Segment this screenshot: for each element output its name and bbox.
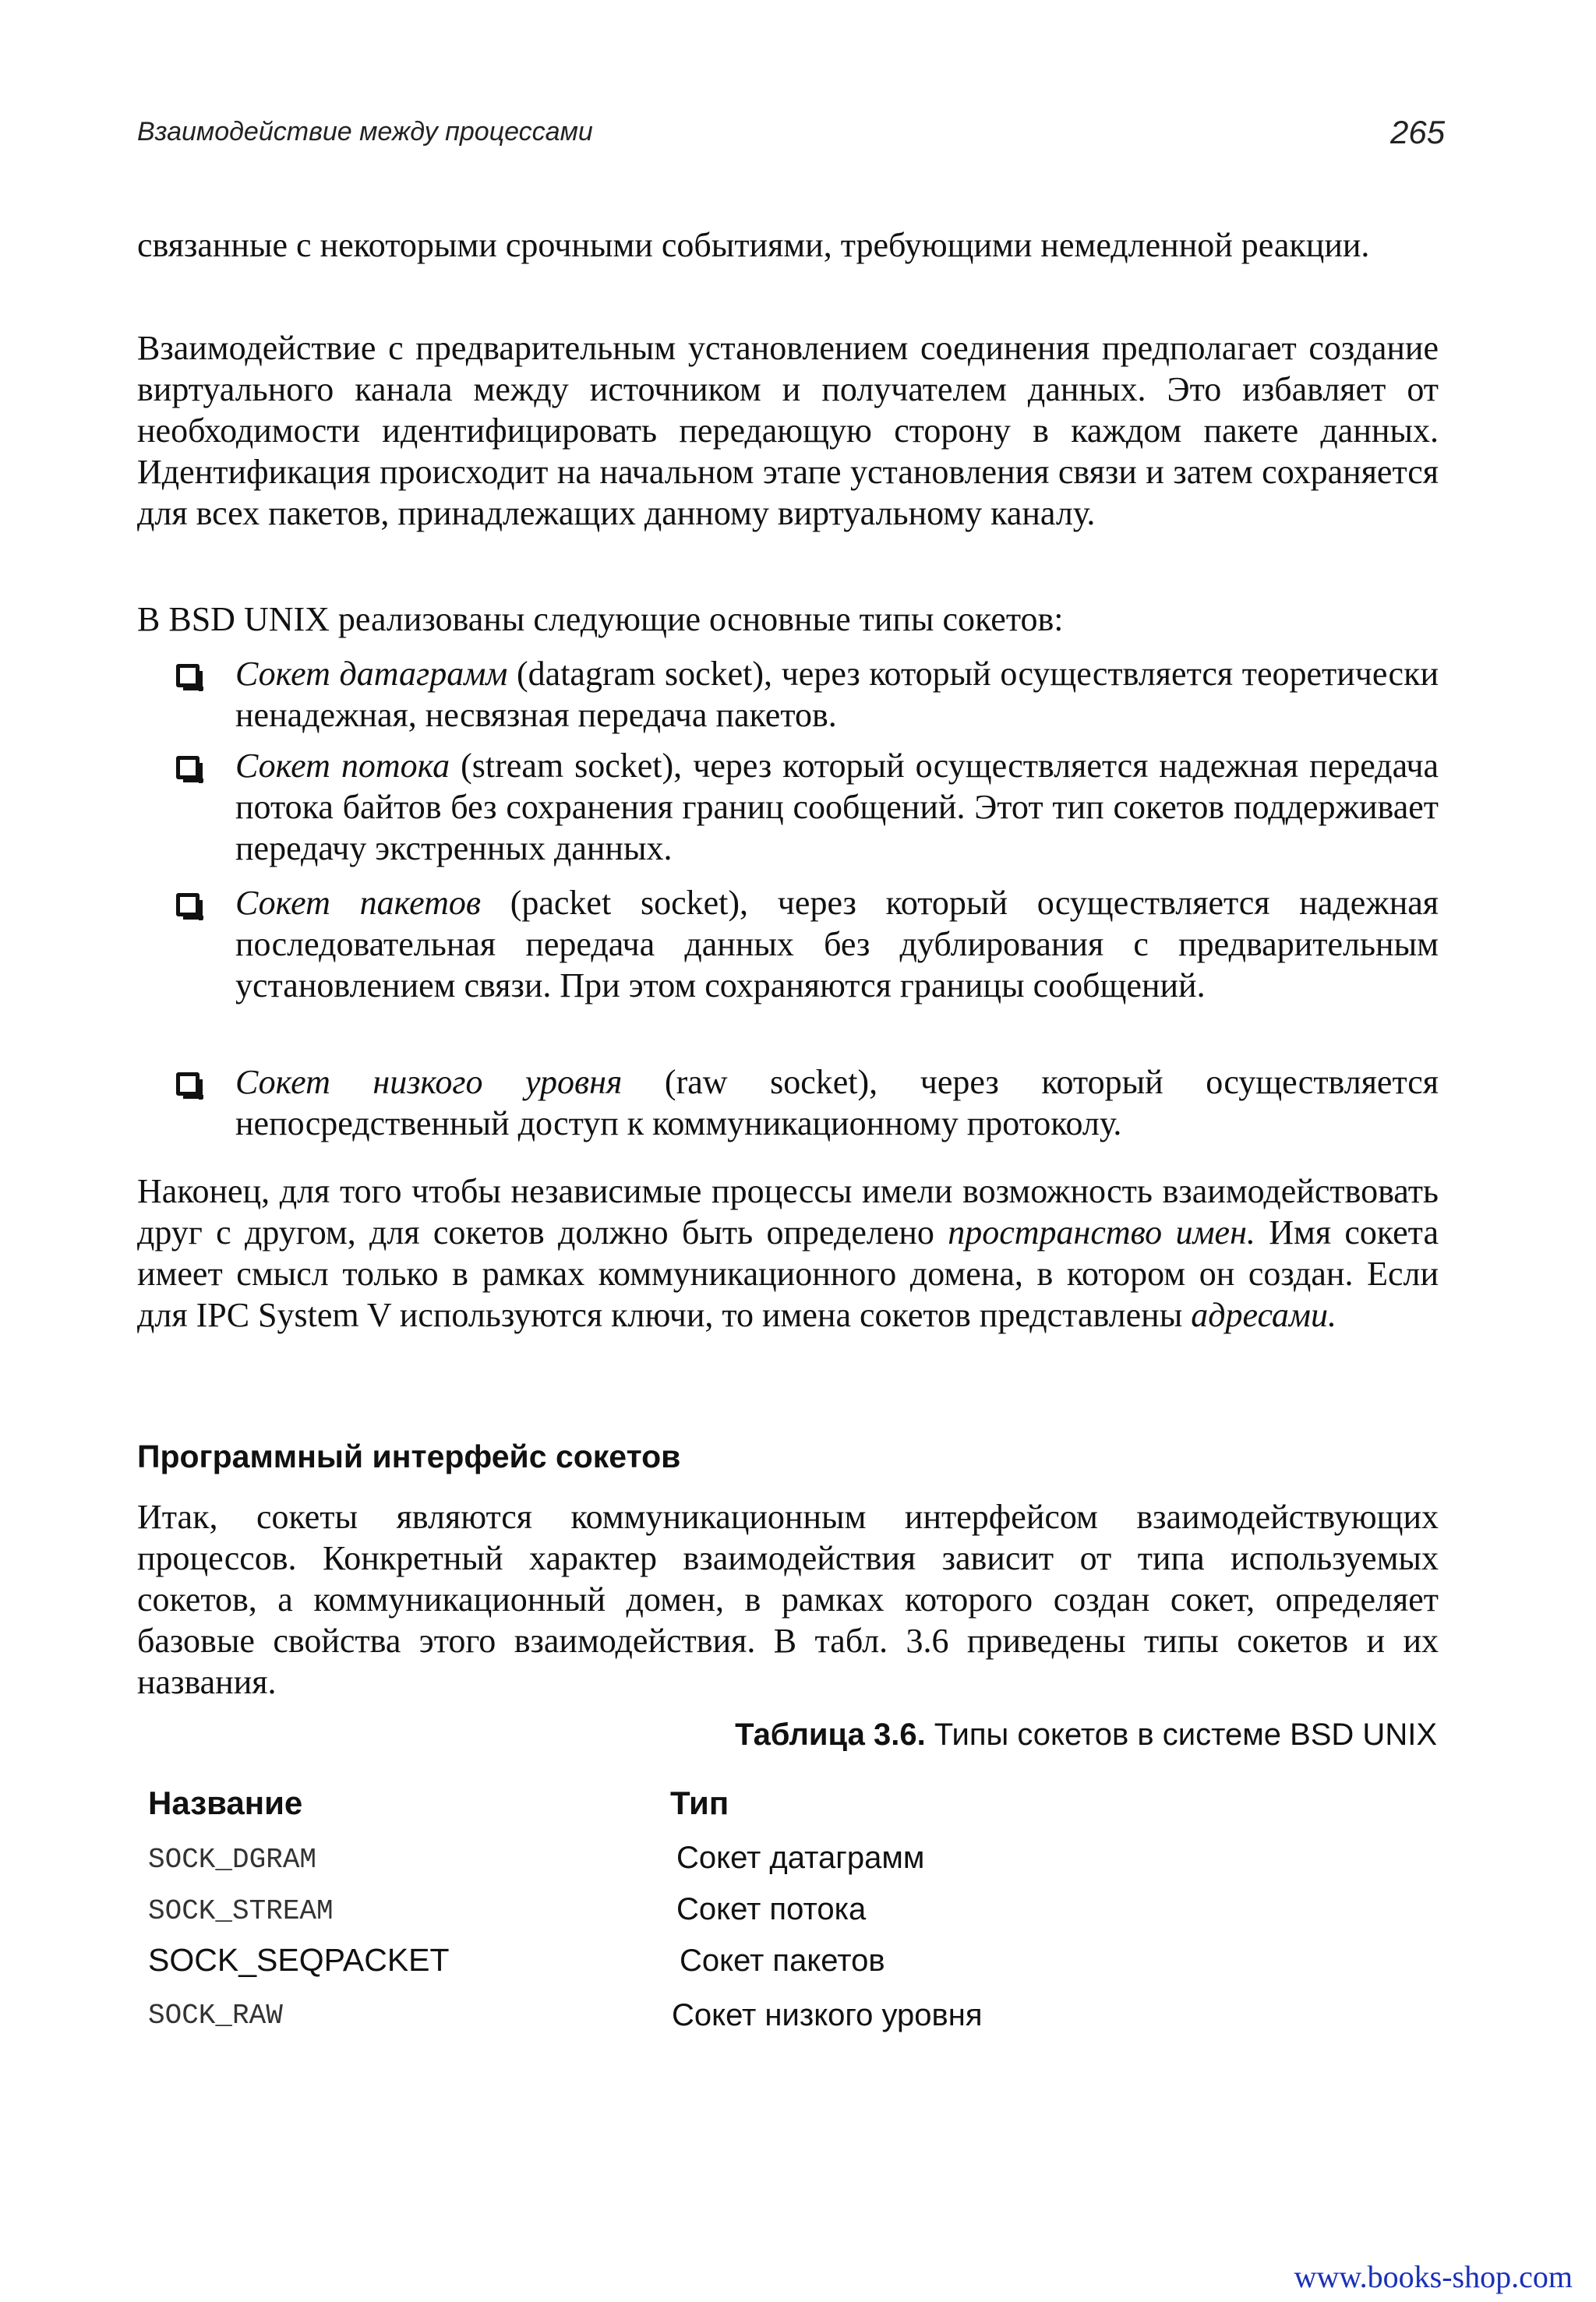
bullet-marker-icon bbox=[176, 756, 200, 779]
paragraph-2: Взаимодействие с предварительным установлением соединения предполагает создание виртуального канала между источником и получателем данных. Это избавляет от необходимости идентифицировать передающую сторону в каждом пакете данных. Идентификация происходит на начальном этапе установления связи и затем сохраняется для всех пакетов, принадлежащих данному виртуальному каналу. bbox=[137, 329, 1439, 532]
section-title: Программный интерфейс сокетов bbox=[137, 1439, 681, 1474]
paragraph-3: В BSD UNIX реализованы следующие основные типы сокетов: bbox=[137, 600, 1064, 638]
term-namespace: пространство имен. bbox=[948, 1213, 1255, 1252]
bullet-item-packet bbox=[235, 882, 1439, 1006]
footer-url: www.books-shop.com bbox=[1294, 2259, 1573, 2294]
bullet-term: Сокет датаграмм bbox=[235, 655, 508, 693]
table-cell-name: SOCK_SEQPACKET bbox=[148, 1942, 450, 1978]
paragraph-5: Итак, сокеты являются коммуникационным интерфейсом взаимодействующих процессов. Конкретный характер взаимодействия зависит от типа используемых сокетов, а коммуникационный домен, в рамках которого создан сокет, определяет базовые свойства этого взаимодействия. В табл. 3.6 приведены типы сокетов и их названия. bbox=[137, 1498, 1439, 1701]
bullet-term: Сокет низкого уровня bbox=[235, 1063, 623, 1101]
bullet-text: (datagram socket), через который осуществляется теоретически ненадежная, несвязная передача пакетов. bbox=[235, 655, 1439, 734]
table-caption-label: Таблица 3.6. bbox=[735, 1718, 926, 1752]
table-caption-text: Типы сокетов в системе BSD UNIX bbox=[925, 1718, 1437, 1752]
bullet-term: Сокет потока bbox=[235, 747, 450, 785]
paragraph-4-part2: Имя сокета имеет смысл только в рамках коммуникационного домена, в котором он создан. Если для IPC System V используются ключи, то имена сокетов представлены bbox=[137, 1213, 1439, 1334]
table-cell-type: Сокет пакетов bbox=[680, 1944, 885, 1978]
bullet-marker-icon bbox=[176, 893, 200, 916]
paragraph-4 bbox=[137, 1170, 1439, 1336]
bullet-text: (packet socket), через который осуществляется надежная последовательная передача данных без дублирования с предварительным установлением связи. При этом сохраняются границы сообщений. bbox=[235, 884, 1439, 1004]
table-caption bbox=[735, 1718, 1437, 1753]
paragraph-4-part1: Наконец, для того чтобы независимые процессы имели возможность взаимодействовать друг с другом, для сокетов должно быть определено bbox=[137, 1172, 1439, 1252]
bullet-term: Сокет пакетов bbox=[235, 884, 481, 922]
table-cell-name: SOCK_STREAM bbox=[148, 1895, 334, 1927]
table-cell-name: SOCK_RAW bbox=[148, 2000, 283, 2032]
bullet-item-stream bbox=[235, 745, 1439, 869]
bullet-text: (stream socket), через который осуществляется надежная передача потока байтов без сохранения границ сообщений. Этот тип сокетов поддерживает передачу экстренных данных. bbox=[235, 747, 1439, 867]
bullet-marker-icon bbox=[176, 1072, 200, 1096]
paragraph-1: связанные с некоторыми срочными событиями, требующими немедленной реакции. bbox=[137, 226, 1370, 264]
table-header-name: Название bbox=[148, 1785, 303, 1821]
bullet-text: (raw socket), через который осуществляется непосредственный доступ к коммуникационному протоколу. bbox=[235, 1063, 1439, 1142]
table-header-type: Тип bbox=[670, 1785, 729, 1821]
bullet-marker-icon bbox=[176, 664, 200, 687]
term-addresses: адресами. bbox=[1191, 1296, 1336, 1334]
page-number: 265 bbox=[1390, 114, 1446, 150]
table-cell-type: Сокет датаграмм bbox=[676, 1841, 925, 1875]
table-cell-type: Сокет низкого уровня bbox=[672, 1998, 983, 2032]
table-cell-type: Сокет потока bbox=[676, 1892, 867, 1926]
bullet-item-raw bbox=[235, 1061, 1439, 1144]
bullet-item-datagram bbox=[235, 653, 1439, 736]
running-title: Взаимодействие между процессами bbox=[137, 117, 593, 147]
table-cell-name: SOCK_DGRAM bbox=[148, 1844, 317, 1876]
